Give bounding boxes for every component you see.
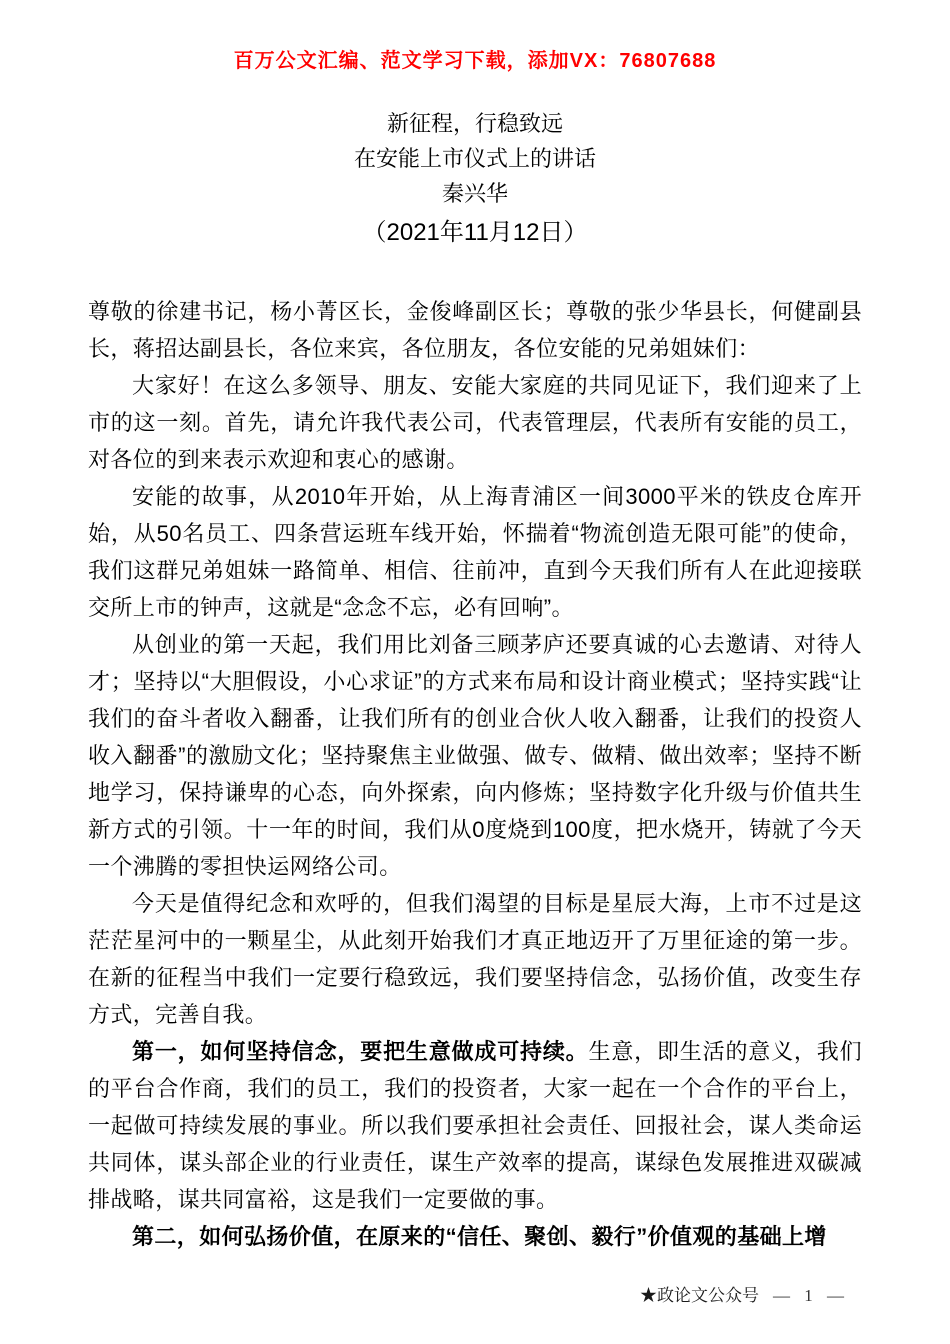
paragraph xyxy=(88,293,862,367)
paragraph-text: 安能的故事，从2010年开始，从上海青浦区一间3000平米的铁皮仓库开始，从50名员工、四条营运班车线开始，怀揣着“物流创造无限可能”的使命，我们这群兄弟姐妹一路简单、相信、往前冲，直到今天我们所有人在此迎接联交所上市的钟声，这就是“念念不忘，必有回响”。 xyxy=(88,484,862,620)
document-title: 新征程，行稳致远 xyxy=(386,111,563,136)
paragraph-lead: 第二，如何弘扬价值，在原来的“信任、聚创、毅行”价值观的基础上增 xyxy=(132,1224,827,1249)
page-number: — 1 — xyxy=(773,1286,844,1305)
paragraph xyxy=(88,1033,862,1218)
speech-date: （2021年11月12日） xyxy=(362,219,588,246)
paragraph xyxy=(88,626,862,885)
paragraph xyxy=(88,1218,862,1255)
paragraph-text: 大家好！在这么多领导、朋友、安能大家庭的共同见证下，我们迎来了上市的这一刻。首先，请允许我代表公司，代表管理层，代表所有安能的员工，对各位的到来表示欢迎和衷心的感谢。 xyxy=(88,373,862,472)
paragraph-lead: 第一，如何坚持信念，要把生意做成可持续。 xyxy=(132,1039,589,1064)
paragraph-text: 尊敬的徐建书记，杨小菁区长，金俊峰副区长；尊敬的张少华县长，何健副县长，蒋招达副县长，各位来宾，各位朋友，各位安能的兄弟姐妹们： xyxy=(88,299,862,361)
promo-banner: 百万公文汇编、范文学习下载，添加VX：76807688 xyxy=(233,50,717,72)
paragraph xyxy=(88,367,862,478)
document-subtitle: 在安能上市仪式上的讲话 xyxy=(353,146,596,171)
document-body xyxy=(0,293,950,1255)
paragraph xyxy=(88,478,862,626)
author-name: 秦兴华 xyxy=(441,181,508,206)
paragraph xyxy=(88,885,862,1033)
footer-source: ★政论文公众号 xyxy=(640,1286,759,1305)
paragraph-text: 生意，即生活的意义，我们的平台合作商，我们的员工，我们的投资者，大家一起在一个合作的平台上，一起做可持续发展的事业。所以我们要承担社会责任、回报社会，谋人类命运共同体，谋头部企业的行业责任，谋生产效率的提高，谋绿色发展推进双碳减排战略，谋共同富裕，这是我们一定要做的事。 xyxy=(88,1039,862,1212)
paragraph-text: 今天是值得纪念和欢呼的，但我们渴望的目标是星辰大海，上市不过是这茫茫星河中的一颗星尘，从此刻开始我们才真正地迈开了万里征途的第一步。在新的征程当中我们一定要行稳致远，我们要坚持信念，弘扬价值，改变生存方式，完善自我。 xyxy=(88,891,862,1027)
paragraph-text: 从创业的第一天起，我们用比刘备三顾茅庐还要真诚的心去邀请、对待人才；坚持以“大胆假设，小心求证”的方式来布局和设计商业模式；坚持实践“让我们的奋斗者收入翻番，让我们所有的创业合伙人收入翻番，让我们的投资人收入翻番”的激励文化；坚持聚焦主业做强、做专、做精、做出效率；坚持不断地学习，保持谦卑的心态，向外探索，向内修炼；坚持数字化升级与价值共生新方式的引领。十一年的时间，我们从0度烧到100度，把水烧开，铸就了今天一个沸腾的零担快运网络公司。 xyxy=(88,632,862,879)
title-block xyxy=(0,106,950,253)
page-footer xyxy=(640,1281,844,1306)
